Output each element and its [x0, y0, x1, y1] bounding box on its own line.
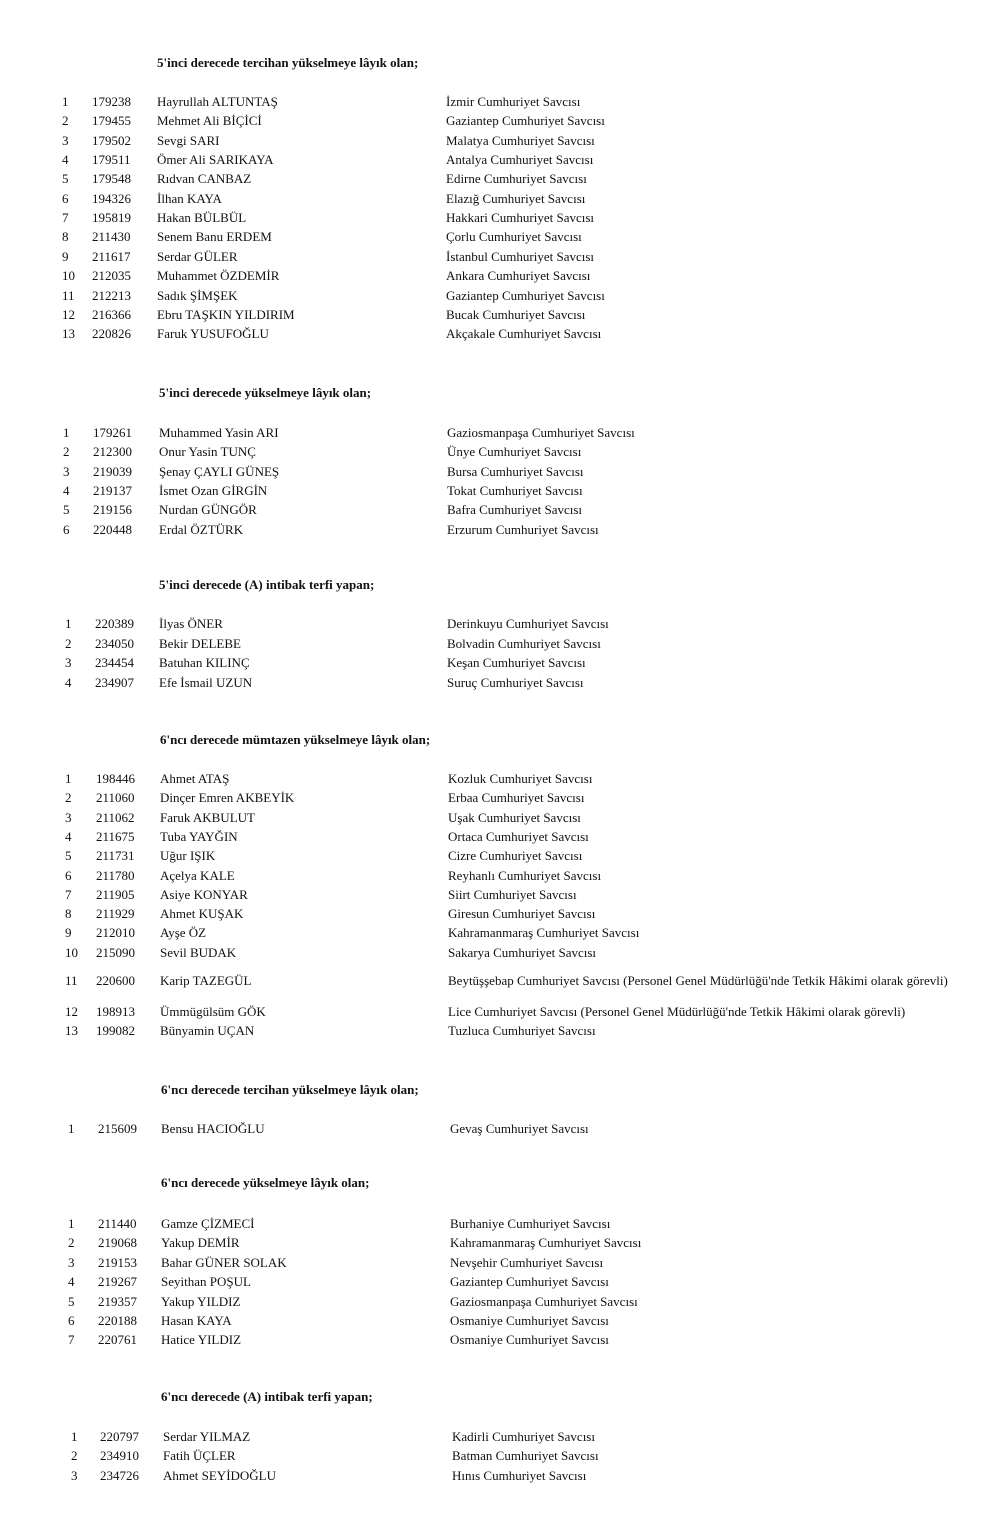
list-item	[0, 92, 1000, 111]
list-item	[0, 788, 1000, 807]
office-title: Derinkuyu Cumhuriyet Savcısı	[447, 616, 609, 631]
office-title: Osmaniye Cumhuriyet Savcısı	[450, 1313, 609, 1328]
registry-number: 215609	[98, 1121, 137, 1136]
person-name: Dinçer Emren AKBEYİK	[160, 790, 295, 806]
list-item	[0, 1466, 1000, 1485]
list-item	[0, 520, 1000, 539]
list-item	[0, 131, 1000, 150]
office-title: Ankara Cumhuriyet Savcısı	[446, 268, 591, 284]
person-name: Ayşe ÖZ	[160, 925, 207, 941]
office-title: Reyhanlı Cumhuriyet Savcısı	[448, 867, 602, 883]
row-number: 12	[62, 306, 75, 322]
person-name: Seyithan POŞUL	[161, 1274, 251, 1290]
list-item	[0, 150, 1000, 169]
list-item	[0, 208, 1000, 227]
list-item	[0, 462, 1000, 481]
list-item	[0, 827, 1000, 846]
office-title: Sakarya Cumhuriyet Savcısı	[448, 944, 597, 960]
registry-number: 212010	[96, 925, 135, 941]
registry-number: 198446	[96, 771, 135, 786]
registry-number: 219039	[93, 463, 132, 479]
registry-number: 211905	[96, 886, 135, 902]
list-item	[0, 111, 1000, 130]
registry-number: 219357	[98, 1293, 137, 1309]
person-name: Ömer Ali SARIKAYA	[157, 152, 274, 168]
list-item	[0, 481, 1000, 500]
list-item	[0, 1427, 1000, 1446]
list-item	[0, 1002, 1000, 1021]
row-number: 1	[68, 1216, 75, 1231]
office-title: Ortaca Cumhuriyet Savcısı	[448, 828, 589, 844]
list-item	[0, 324, 1000, 343]
person-name: Faruk YUSUFOĞLU	[157, 326, 269, 342]
row-number: 7	[68, 1332, 75, 1348]
person-name: Asiye KONYAR	[160, 886, 248, 902]
person-name: Senem Banu ERDEM	[157, 229, 272, 245]
list-item	[0, 169, 1000, 188]
section-title: 6'ncı derecede yükselmeye lâyık olan;	[161, 1175, 370, 1190]
person-name: İsmet Ozan GİRGİN	[159, 482, 268, 498]
list-item	[0, 247, 1000, 266]
person-name: Hakan BÜLBÜL	[157, 210, 247, 226]
office-title: Cizre Cumhuriyet Savcısı	[448, 848, 583, 864]
office-title: Bafra Cumhuriyet Savcısı	[447, 502, 583, 518]
list-item	[0, 1272, 1000, 1291]
list-item	[0, 653, 1000, 672]
row-number: 8	[65, 906, 72, 922]
row-number: 3	[65, 809, 72, 825]
person-name: Bünyamin UÇAN	[160, 1023, 255, 1039]
list-item	[0, 971, 1000, 990]
row-number: 1	[62, 94, 69, 109]
row-number: 3	[68, 1254, 75, 1270]
row-number: 2	[63, 444, 70, 460]
office-title: Siirt Cumhuriyet Savcısı	[448, 886, 577, 902]
row-number: 9	[62, 248, 69, 264]
office-title: Erzurum Cumhuriyet Savcısı	[447, 521, 599, 537]
registry-number: 220826	[92, 326, 131, 342]
office-title: Beytüşşebap Cumhuriyet Savcısı (Personel Genel Müdürlüğü'nde Tetkik Hâkimi olarak görevli)	[448, 973, 948, 988]
registry-number: 220188	[98, 1313, 137, 1328]
person-name: Faruk AKBULUT	[160, 809, 255, 825]
row-number: 5	[63, 502, 70, 518]
office-title: Bursa Cumhuriyet Savcısı	[447, 463, 584, 479]
office-title: Bucak Cumhuriyet Savcısı	[446, 306, 586, 322]
row-number: 3	[71, 1467, 78, 1483]
row-number: 7	[65, 886, 72, 902]
office-title: Bolvadin Cumhuriyet Savcısı	[447, 635, 601, 651]
person-name: Rıdvan CANBAZ	[157, 171, 252, 187]
row-number: 6	[68, 1313, 75, 1328]
office-title: Gevaş Cumhuriyet Savcısı	[450, 1121, 589, 1136]
registry-number: 179261	[93, 425, 132, 440]
registry-number: 215090	[96, 944, 135, 960]
list-item	[0, 1233, 1000, 1252]
list-item	[0, 189, 1000, 208]
row-number: 7	[62, 210, 69, 226]
office-title: Ünye Cumhuriyet Savcısı	[447, 444, 582, 460]
registry-number: 198913	[96, 1004, 135, 1019]
row-number: 9	[65, 925, 72, 941]
registry-number: 199082	[96, 1023, 135, 1039]
office-title: Gaziantep Cumhuriyet Savcısı	[446, 287, 605, 303]
person-name: Sevil BUDAK	[160, 944, 237, 960]
list-item	[0, 1330, 1000, 1349]
registry-number: 212213	[92, 287, 131, 303]
person-name: Ümmügülsüm GÖK	[160, 1004, 266, 1019]
section-title: 6'ncı derecede (A) intibak terfi yapan;	[161, 1389, 373, 1404]
person-name: Gamze ÇİZMECİ	[161, 1216, 255, 1231]
office-title: Giresun Cumhuriyet Savcısı	[448, 906, 596, 922]
row-number: 1	[68, 1121, 75, 1136]
list-item	[0, 1446, 1000, 1465]
row-number: 1	[65, 771, 72, 786]
row-number: 6	[63, 521, 70, 537]
row-number: 1	[63, 425, 70, 440]
office-title: Edirne Cumhuriyet Savcısı	[446, 171, 587, 187]
list-item	[0, 423, 1000, 442]
row-number: 6	[65, 867, 72, 883]
person-name: Ahmet ATAŞ	[160, 771, 230, 786]
row-number: 5	[62, 171, 69, 187]
list-item	[0, 1021, 1000, 1040]
office-title: Lice Cumhuriyet Savcısı (Personel Genel Müdürlüğü'nde Tetkik Hâkimi olarak görevli)	[448, 1004, 906, 1019]
row-number: 10	[65, 944, 78, 960]
registry-number: 220600	[96, 973, 135, 988]
person-name: İlhan KAYA	[157, 190, 222, 206]
office-title: Keşan Cumhuriyet Savcısı	[447, 655, 586, 671]
office-title: Kadirli Cumhuriyet Savcısı	[452, 1429, 595, 1444]
list-item	[0, 1311, 1000, 1330]
office-title: Gaziantep Cumhuriyet Savcısı	[446, 113, 605, 129]
person-name: Sevgi SARI	[157, 132, 220, 148]
person-name: Sadık ŞİMŞEK	[157, 287, 238, 303]
office-title: Malatya Cumhuriyet Savcısı	[446, 132, 595, 148]
row-number: 11	[65, 973, 78, 988]
list-item	[0, 500, 1000, 519]
registry-number: 195819	[92, 210, 131, 226]
office-title: Gaziosmanpaşa Cumhuriyet Savcısı	[447, 425, 635, 440]
row-number: 1	[71, 1429, 78, 1444]
registry-number: 220389	[95, 616, 134, 631]
person-name: Uğur IŞIK	[160, 848, 216, 864]
office-title: Osmaniye Cumhuriyet Savcısı	[450, 1332, 609, 1348]
list-item	[0, 846, 1000, 865]
list-item	[0, 904, 1000, 923]
registry-number: 220797	[100, 1429, 139, 1444]
office-title: Uşak Cumhuriyet Savcısı	[448, 809, 581, 825]
row-number: 3	[62, 132, 69, 148]
office-title: Hınıs Cumhuriyet Savcısı	[452, 1467, 587, 1483]
person-name: Efe İsmail UZUN	[159, 674, 253, 690]
list-item	[0, 305, 1000, 324]
person-name: İlyas ÖNER	[159, 616, 223, 631]
office-title: Antalya Cumhuriyet Savcısı	[446, 152, 594, 168]
registry-number: 211675	[96, 828, 135, 844]
person-name: Batuhan KILINÇ	[159, 655, 250, 671]
section-title: 6'ncı derecede tercihan yükselmeye lâyık olan;	[161, 1082, 419, 1097]
registry-number: 234910	[100, 1448, 139, 1464]
row-number: 2	[65, 790, 72, 806]
list-item	[0, 808, 1000, 827]
list-item	[0, 1292, 1000, 1311]
office-title: Kozluk Cumhuriyet Savcısı	[448, 771, 593, 786]
person-name: Karip TAZEGÜL	[160, 973, 252, 988]
registry-number: 194326	[92, 190, 131, 206]
person-name: Hayrullah ALTUNTAŞ	[157, 94, 278, 109]
row-number: 3	[63, 463, 70, 479]
person-name: Açelya KALE	[160, 867, 235, 883]
list-item	[0, 1214, 1000, 1233]
registry-number: 219153	[98, 1254, 137, 1270]
office-title: Tokat Cumhuriyet Savcısı	[447, 482, 583, 498]
section-title: 5'inci derecede tercihan yükselmeye lâyık olan;	[157, 55, 419, 70]
row-number: 5	[68, 1293, 75, 1309]
person-name: Yakup YILDIZ	[161, 1293, 241, 1309]
row-number: 2	[68, 1235, 75, 1251]
person-name: Ebru TAŞKIN YILDIRIM	[157, 306, 295, 322]
row-number: 4	[65, 828, 72, 844]
registry-number: 219156	[93, 502, 132, 518]
office-title: Tuzluca Cumhuriyet Savcısı	[448, 1023, 596, 1039]
list-item	[0, 923, 1000, 942]
registry-number: 211780	[96, 867, 135, 883]
row-number: 2	[71, 1448, 78, 1464]
office-title: Akçakale Cumhuriyet Savcısı	[446, 326, 602, 342]
registry-number: 234050	[95, 635, 134, 651]
list-item	[0, 769, 1000, 788]
registry-number: 211440	[98, 1216, 137, 1231]
list-item	[0, 943, 1000, 962]
list-item	[0, 1119, 1000, 1138]
row-number: 6	[62, 190, 69, 206]
office-title: Suruç Cumhuriyet Savcısı	[447, 674, 584, 690]
registry-number: 212035	[92, 268, 131, 284]
registry-number: 211731	[96, 848, 135, 864]
person-name: Şenay ÇAYLI GÜNEŞ	[159, 463, 280, 479]
person-name: Ahmet KUŞAK	[160, 906, 244, 922]
person-name: Ahmet SEYİDOĞLU	[163, 1467, 277, 1483]
row-number: 4	[62, 152, 69, 168]
registry-number: 234907	[95, 674, 134, 690]
registry-number: 179238	[92, 94, 131, 109]
person-name: Serdar GÜLER	[157, 248, 238, 264]
row-number: 10	[62, 268, 75, 284]
registry-number: 211617	[92, 248, 131, 264]
row-number: 13	[65, 1023, 78, 1039]
list-item	[0, 442, 1000, 461]
person-name: Bekir DELEBE	[159, 635, 241, 651]
registry-number: 211929	[96, 906, 135, 922]
list-item	[0, 614, 1000, 633]
person-name: Serdar YILMAZ	[163, 1429, 251, 1444]
office-title: Gaziosmanpaşa Cumhuriyet Savcısı	[450, 1293, 638, 1309]
person-name: Erdal ÖZTÜRK	[159, 521, 244, 537]
registry-number: 179548	[92, 171, 131, 187]
list-item	[0, 286, 1000, 305]
registry-number: 212300	[93, 444, 132, 460]
person-name: Bensu HACIOĞLU	[161, 1121, 265, 1136]
row-number: 5	[65, 848, 72, 864]
row-number: 2	[62, 113, 69, 129]
row-number: 4	[63, 482, 70, 498]
list-item	[0, 227, 1000, 246]
registry-number: 234726	[100, 1467, 139, 1483]
person-name: Yakup DEMİR	[161, 1235, 240, 1251]
section-title: 6'ncı derecede mümtazen yükselmeye lâyık olan;	[160, 732, 431, 747]
person-name: Muhammed Yasin ARI	[159, 425, 279, 440]
registry-number: 219137	[93, 482, 132, 498]
registry-number: 179502	[92, 132, 131, 148]
office-title: Burhaniye Cumhuriyet Savcısı	[450, 1216, 611, 1231]
section-title: 5'inci derecede (A) intibak terfi yapan;	[159, 577, 375, 592]
row-number: 1	[65, 616, 72, 631]
registry-number: 220448	[93, 521, 132, 537]
list-item	[0, 866, 1000, 885]
person-name: Muhammet ÖZDEMİR	[157, 268, 280, 284]
office-title: Gaziantep Cumhuriyet Savcısı	[450, 1274, 609, 1290]
registry-number: 211062	[96, 809, 135, 825]
office-title: İzmir Cumhuriyet Savcısı	[446, 94, 581, 109]
registry-number: 179455	[92, 113, 131, 129]
registry-number: 211060	[96, 790, 135, 806]
row-number: 12	[65, 1004, 78, 1019]
person-name: Nurdan GÜNGÖR	[159, 502, 257, 518]
registry-number: 220761	[98, 1332, 137, 1348]
registry-number: 216366	[92, 306, 131, 322]
office-title: Hakkari Cumhuriyet Savcısı	[446, 210, 595, 226]
person-name: Hasan KAYA	[161, 1313, 232, 1328]
person-name: Onur Yasin TUNÇ	[159, 444, 256, 460]
row-number: 2	[65, 635, 72, 651]
list-item	[0, 673, 1000, 692]
registry-number: 179511	[92, 152, 131, 168]
office-title: Nevşehir Cumhuriyet Savcısı	[450, 1254, 604, 1270]
person-name: Tuba YAYĞIN	[160, 828, 238, 844]
office-title: Erbaa Cumhuriyet Savcısı	[448, 790, 585, 806]
list-item	[0, 885, 1000, 904]
row-number: 13	[62, 326, 75, 342]
row-number: 8	[62, 229, 69, 245]
row-number: 3	[65, 655, 72, 671]
row-number: 4	[68, 1274, 75, 1290]
person-name: Mehmet Ali BİÇİCİ	[157, 113, 262, 129]
office-title: Elazığ Cumhuriyet Savcısı	[446, 190, 586, 206]
office-title: Batman Cumhuriyet Savcısı	[452, 1448, 599, 1464]
list-item	[0, 1253, 1000, 1272]
office-title: İstanbul Cumhuriyet Savcısı	[446, 248, 595, 264]
list-item	[0, 634, 1000, 653]
list-item	[0, 266, 1000, 285]
section-title: 5'inci derecede yükselmeye lâyık olan;	[159, 385, 372, 400]
person-name: Hatice YILDIZ	[161, 1332, 242, 1348]
registry-number: 219267	[98, 1274, 137, 1290]
registry-number: 211430	[92, 229, 131, 245]
registry-number: 234454	[95, 655, 134, 671]
row-number: 11	[62, 287, 75, 303]
office-title: Çorlu Cumhuriyet Savcısı	[446, 229, 582, 245]
office-title: Kahramanmaraş Cumhuriyet Savcısı	[450, 1235, 642, 1251]
office-title: Kahramanmaraş Cumhuriyet Savcısı	[448, 925, 640, 941]
registry-number: 219068	[98, 1235, 137, 1251]
row-number: 4	[65, 674, 72, 690]
person-name: Fatih ÜÇLER	[163, 1448, 236, 1464]
person-name: Bahar GÜNER SOLAK	[161, 1254, 287, 1270]
